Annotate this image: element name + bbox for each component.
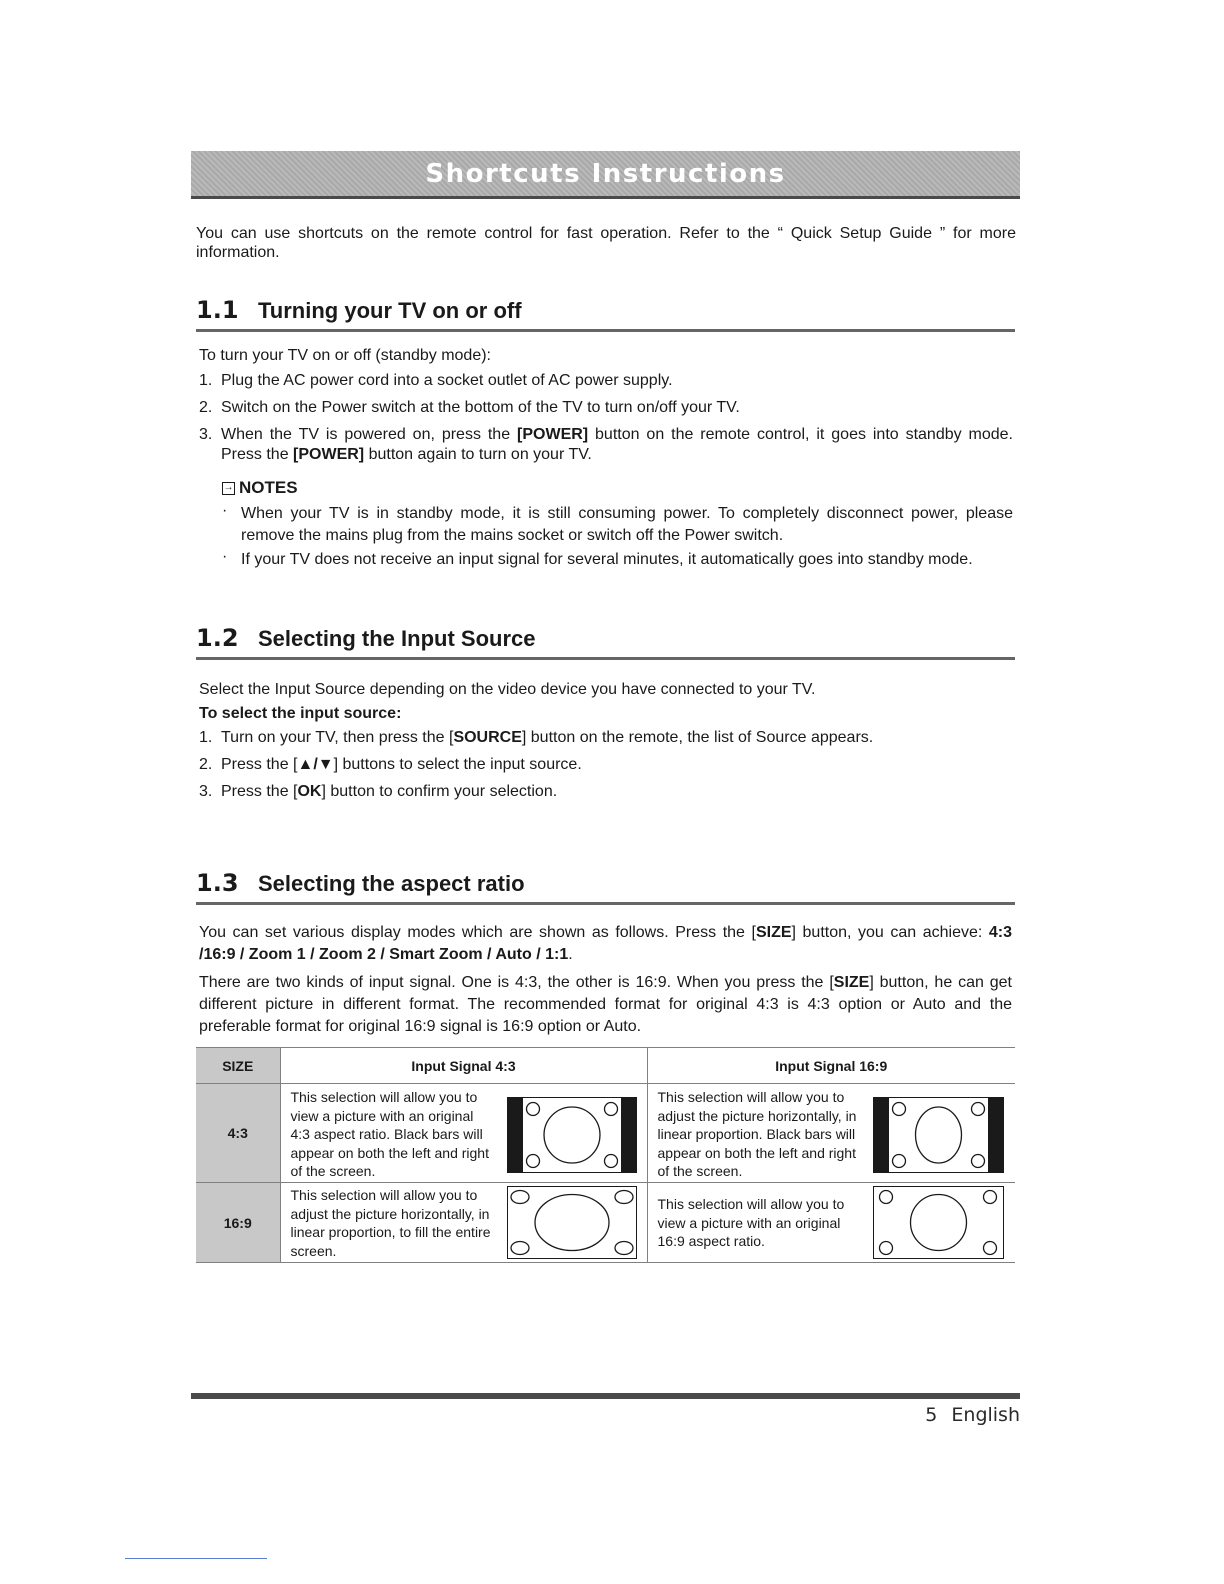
footer-rule (191, 1393, 1020, 1399)
page-number: 5 (925, 1404, 938, 1426)
section-1-1-lead: To turn your TV on or off (standby mode): (199, 347, 491, 364)
page-footer (925, 1404, 1020, 1426)
table-cell: This selection will allow you to view a picture with an original 4:3 aspect ratio. Black bars will appear on both the left and right of the screen. (280, 1084, 647, 1183)
section-title: Selecting the Input Source (258, 626, 536, 651)
list-item: 3. When the TV is powered on, press the [POWER] button on the remote control, it goes into standby mode. Press the [POWER] button again to turn on your TV. (199, 426, 1014, 463)
pillarbox-screen-icon (507, 1097, 637, 1173)
section-rule (196, 657, 1015, 660)
section-1-3-heading (196, 869, 1015, 905)
section-1-2-heading (196, 624, 1015, 660)
table-row (196, 1084, 1015, 1183)
widescreen-icon (873, 1186, 1004, 1259)
section-1-3-para-2: There are two kinds of input signal. One is 4:3, the other is 16:9. When you press the [SIZE] button, he can get different picture in different format. The recommended format for original 4:3 is 4:3 option or Auto and the preferable format for original 16:9 signal is 16:9 option or Auto. (199, 974, 1012, 1035)
section-1-3-para-1: You can set various display modes which are shown as follows. Press the [SIZE] button, you can achieve: 4:3 /16:9 / Zoom 1 / Zoom 2 / Smart Zoom / Auto / 1:1. (199, 924, 1013, 963)
underline-mark (125, 1558, 267, 1559)
bullet-icon: · (222, 502, 228, 519)
table-cell: This selection will allow you to adjust the picture horizontally, in linear proportion. Black bars will appear on both the left and right of the screen. (647, 1084, 1015, 1183)
table-cell: This selection will allow you to adjust the picture horizontally, in linear proportion, to fill the entire screen. (280, 1183, 647, 1263)
row-label: 4:3 (196, 1084, 280, 1183)
notes-heading: → NOTES (223, 478, 298, 497)
page-banner (191, 151, 1020, 199)
pillarbox-screen-icon (873, 1097, 1004, 1173)
page-language: English (951, 1404, 1020, 1426)
aspect-ratio-table (196, 1047, 1015, 1263)
widescreen-icon (507, 1186, 637, 1259)
section-1-2-subhead: To select the input source: (199, 705, 402, 722)
note-item: · When your TV is in standby mode, it is still consuming power. To completely disconnect power, please remove the mains plug from the mains socket or switch off the Power switch. (222, 502, 1013, 544)
section-rule (196, 902, 1015, 905)
section-1-1-heading (196, 296, 1015, 332)
table-cell: This selection will allow you to view a picture with an original 16:9 aspect ratio. (647, 1183, 1015, 1263)
intro-paragraph: You can use shortcuts on the remote control for fast operation. Refer to the “ Quick Setup Guide ” for more information. (196, 225, 1016, 261)
section-rule (196, 329, 1015, 332)
table-header-row (196, 1048, 1015, 1084)
section-number: 1.3 (196, 869, 239, 897)
section-1-2-lead: Select the Input Source depending on the video device you have connected to your TV. (199, 681, 816, 698)
table-header-169: Input Signal 16:9 (647, 1048, 1015, 1084)
table-header-size: SIZE (196, 1048, 280, 1084)
section-number: 1.2 (196, 624, 239, 652)
section-number: 1.1 (196, 296, 239, 324)
note-arrow-icon: → (223, 481, 234, 493)
table-row (196, 1183, 1015, 1263)
row-label: 16:9 (196, 1183, 280, 1263)
section-title: Selecting the aspect ratio (258, 871, 525, 896)
page-title: Shortcuts Instructions (425, 158, 786, 189)
section-title: Turning your TV on or off (258, 298, 522, 323)
bullet-icon: · (222, 548, 228, 565)
table-header-43: Input Signal 4:3 (280, 1048, 647, 1084)
